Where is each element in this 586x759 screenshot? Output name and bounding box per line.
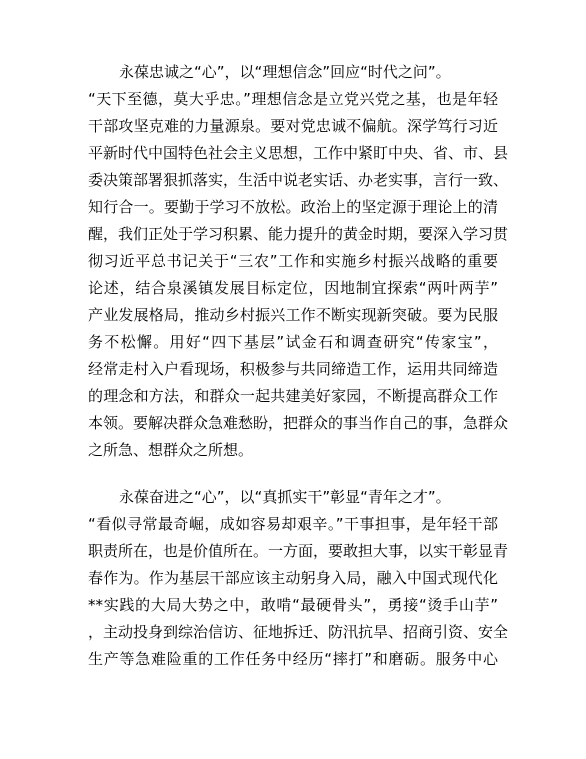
paragraph-line: 彻习近平总书记关于“三农”工作和实施乡村振兴战略的重要 <box>88 252 498 270</box>
paragraph-line: 产业发展格局，推动乡村振兴工作不断实现新突破。要为民服 <box>88 306 498 324</box>
paragraph-line: 经常走村入户看现场，积极参与共同缔造工作，运用共同缔造 <box>88 360 498 378</box>
paragraph-line: 永葆奋进之“心”，以“真抓实干”彰显“青年之才”。 <box>119 488 451 506</box>
paragraph-line: 春作为。作为基层干部应该主动躬身入局，融入中国式现代化 <box>88 569 498 587</box>
paragraph-line: 生产等急难险重的工作任务中经历“摔打”和磨砺。服务中心 <box>88 650 498 668</box>
paragraph-line: 平新时代中国特色社会主义思想，工作中紧盯中央、省、市、县 <box>88 144 509 162</box>
paragraph-line: 知行合一。要勤于学习不放松。政治上的坚定源于理论上的清 <box>88 198 498 216</box>
paragraph-line: 务不松懈。用好“四下基层”试金石和调查研究“传家宝”， <box>88 333 498 351</box>
paragraph-line: 职责所在，也是价值所在。一方面，要敢担大事，以实干彰显青 <box>88 542 509 560</box>
paragraph-line: 论述，结合泉溪镇发展目标定位，因地制宜探索“两叶两芋” <box>88 279 498 297</box>
paragraph-line: 永葆忠诚之“心”，以“理想信念”回应“时代之问”。 <box>119 63 451 81</box>
paragraph-line: 本领。要解决群众急难愁盼，把群众的事当作自己的事，急群众 <box>88 414 509 432</box>
paragraph-line: ，主动投身到综治信访、征地拆迁、防汛抗旱、招商引资、安全 <box>88 623 509 641</box>
paragraph-line: 委决策部署狠抓落实，生活中说老实话、办老实事，言行一致、 <box>88 171 509 189</box>
paragraph-striving <box>88 484 509 673</box>
paragraph-line: 之所急、想群众之所想。 <box>88 441 254 459</box>
paragraph-line: 的理念和方法，和群众一起共建美好家园，不断提高群众工作 <box>88 387 498 405</box>
paragraph-line: 干部攻坚克难的力量源泉。要对党忠诚不偏航。深学笃行习近 <box>88 117 498 135</box>
paragraph-line: “看似寻常最奇崛，成如容易却艰辛。”干事担事，是年轻干部 <box>88 515 498 533</box>
paragraph-line: **实践的大局大势之中，敢啃“最硬骨头”，勇接“烫手山芋” <box>88 596 498 614</box>
paragraph-line: 醒，我们正处于学习积累、能力提升的黄金时期，要深入学习贯 <box>88 225 509 243</box>
paragraph-loyalty <box>88 59 509 464</box>
paragraph-line: “天下至德，莫大乎忠。”理想信念是立党兴党之基，也是年轻 <box>88 90 498 108</box>
